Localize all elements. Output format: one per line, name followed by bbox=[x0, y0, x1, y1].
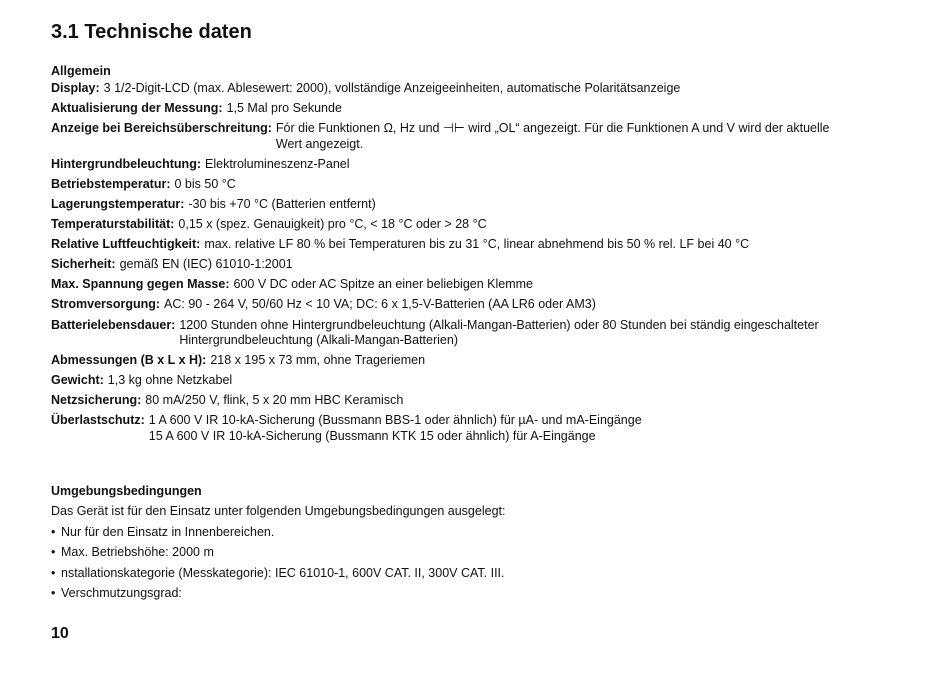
spec-label: Gewicht: bbox=[51, 373, 104, 388]
spec-value bbox=[164, 297, 596, 313]
spec-label: Lagerungstemperatur: bbox=[51, 196, 185, 211]
spec-label: Betriebstemperatur: bbox=[51, 176, 171, 191]
spec-label: Temperaturstabilität: bbox=[51, 217, 175, 232]
page-title: 3.1 Technische daten bbox=[51, 21, 252, 43]
spec-label: Hintergrundbeleuchtung: bbox=[51, 156, 201, 171]
bullet-icon: • bbox=[51, 525, 56, 539]
spec-row bbox=[51, 257, 911, 273]
list-item-text: Nur für den Einsatz in Innenbereichen. bbox=[61, 525, 275, 539]
spec-row bbox=[51, 318, 911, 349]
spec-label: Überlastschutz: bbox=[51, 413, 145, 428]
spec-value-line: max. relative LF 80 % bei Temperaturen bis zu 31 °C, linear abnehmend bis 50 % rel. LF bei 40 °C bbox=[204, 237, 750, 252]
spec-label: Batterielebensdauer: bbox=[51, 317, 176, 332]
spec-row bbox=[51, 277, 911, 293]
spec-label: Display: bbox=[51, 81, 100, 95]
spec-label: Sicherheit: bbox=[51, 257, 116, 272]
spec-value-line: 0 bis 50 °C bbox=[174, 176, 236, 191]
bullet-icon: • bbox=[51, 545, 56, 560]
spec-value-line: Fór die Funktionen Ω, Hz und ⊣⊢ wird „OL“ angezeigt. Für die Funktionen A und V wird der aktuelle bbox=[275, 121, 830, 136]
spec-row bbox=[51, 353, 911, 369]
list-item-text: nstallationskategorie (Messkategorie): IEC 61010-1, 600V CAT. II, 300V CAT. III. bbox=[61, 565, 505, 580]
environment-intro: Das Gerät ist für den Einsatz unter folgenden Umgebungsbedingungen ausgelegt: bbox=[51, 504, 506, 518]
spec-label: Stromversorgung: bbox=[51, 297, 161, 312]
spec-value bbox=[276, 121, 830, 152]
spec-label: Anzeige bei Bereichsüberschreitung: bbox=[51, 121, 272, 136]
spec-value bbox=[149, 413, 642, 444]
spec-row bbox=[51, 157, 911, 173]
spec-row bbox=[51, 237, 911, 253]
spec-label: Aktualisierung der Messung: bbox=[51, 101, 223, 116]
spec-value bbox=[178, 217, 486, 233]
spec-value-line: gemäß EN (IEC) 61010-1:2001 bbox=[119, 257, 293, 272]
spec-row bbox=[51, 297, 911, 313]
spec-value bbox=[204, 237, 749, 253]
spec-value-line: Wert angezeigt. bbox=[275, 136, 364, 151]
list-item bbox=[51, 585, 505, 601]
spec-value-line: 218 x 195 x 73 mm, ohne Trageriemen bbox=[210, 353, 426, 368]
spec-row bbox=[51, 81, 911, 97]
spec-value-line: Elektrolumineszenz-Panel bbox=[205, 156, 350, 171]
spec-list bbox=[51, 81, 911, 449]
spec-value-line: 1 A 600 V IR 10-kA-Sicherung (Bussmann BBS-1 oder ähnlich) für µA- und mA-Eingänge bbox=[148, 413, 642, 428]
list-item bbox=[51, 544, 505, 560]
spec-row bbox=[51, 393, 911, 409]
spec-value-line: Hintergrundbeleuchtung (Alkali-Mangan-Batterien) bbox=[179, 333, 458, 348]
section-heading-environment: Umgebungsbedingungen bbox=[51, 484, 202, 498]
spec-label: Netzsicherung: bbox=[51, 393, 142, 408]
spec-value-line: AC: 90 - 264 V, 50/60 Hz < 10 VA; DC: 6 x 1,5-V-Batterien (AA LR6 oder AM3) bbox=[164, 297, 596, 312]
spec-row bbox=[51, 177, 911, 193]
spec-value bbox=[145, 393, 403, 409]
spec-value-line: 0,15 x (spez. Genauigkeit) pro °C, < 18 °C oder > 28 °C bbox=[178, 217, 487, 232]
list-item-text: Max. Betriebshöhe: 2000 m bbox=[61, 545, 214, 560]
spec-value bbox=[205, 157, 350, 173]
list-item bbox=[51, 565, 505, 581]
spec-value bbox=[227, 101, 342, 117]
spec-row bbox=[51, 413, 911, 444]
spec-value-line: 15 A 600 V IR 10-kA-Sicherung (Bussmann KTK 15 oder ähnlich) für A-Eingänge bbox=[148, 428, 596, 443]
spec-value-line: -30 bis +70 °C (Batterien entfernt) bbox=[188, 196, 376, 211]
page-number: 10 bbox=[51, 625, 69, 642]
list-item bbox=[51, 524, 505, 540]
section-heading-general: Allgemein bbox=[51, 64, 111, 78]
spec-row bbox=[51, 101, 911, 117]
spec-value bbox=[234, 277, 533, 293]
spec-value-line: 600 V DC oder AC Spitze an einer beliebigen Klemme bbox=[233, 277, 533, 292]
spec-label: Abmessungen (B x L x H): bbox=[51, 353, 207, 368]
spec-value-line: 80 mA/250 V, flink, 5 x 20 mm HBC Keramisch bbox=[145, 393, 404, 408]
bullet-icon: • bbox=[51, 585, 56, 600]
bullet-icon: • bbox=[51, 565, 56, 580]
spec-value-line: 1,5 Mal pro Sekunde bbox=[226, 101, 342, 116]
environment-bullet-list bbox=[51, 524, 505, 605]
spec-value bbox=[104, 81, 681, 97]
spec-label: Relative Luftfeuchtigkeit: bbox=[51, 237, 201, 252]
spec-value bbox=[210, 353, 425, 369]
spec-value bbox=[179, 318, 818, 349]
spec-value-line: 1,3 kg ohne Netzkabel bbox=[107, 373, 233, 388]
spec-row bbox=[51, 197, 911, 213]
spec-value bbox=[120, 257, 293, 273]
spec-value-line: 3 1/2-Digit-LCD (max. Ablesewert: 2000), vollständige Anzeigeeinheiten, automatische Polaritätsanzeige bbox=[103, 81, 681, 95]
spec-value-line: 1200 Stunden ohne Hintergrundbeleuchtung (Alkali-Mangan-Batterien) oder 80 Stunden bei ständig eingeschalteter bbox=[179, 317, 819, 332]
spec-row bbox=[51, 217, 911, 233]
spec-label: Max. Spannung gegen Masse: bbox=[51, 277, 230, 292]
spec-row bbox=[51, 121, 911, 152]
list-item-text: Verschmutzungsgrad: bbox=[61, 585, 182, 600]
spec-value bbox=[174, 177, 235, 193]
spec-row bbox=[51, 373, 911, 389]
spec-value bbox=[108, 373, 232, 389]
spec-value bbox=[188, 197, 375, 213]
